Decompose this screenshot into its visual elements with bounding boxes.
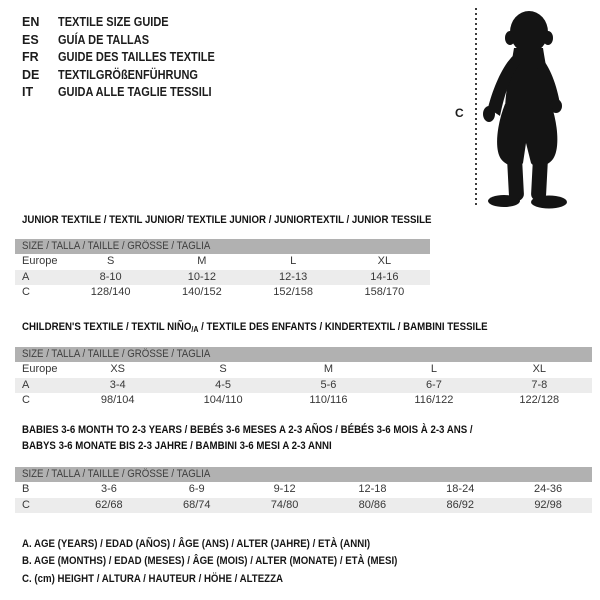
table-header-text: SIZE / TALLA / TAILLE / GRÖSSE / TAGLIA: [22, 468, 211, 480]
table-cell: 6-9: [188, 483, 205, 495]
table-cell: 10-12: [187, 270, 216, 283]
babies-table-title-line2: BABYS 3-6 MONATE BIS 2-3 JAHRE / BAMBINI 3-6 MESI A 2-3 ANNI: [22, 439, 332, 452]
junior-table-title-text: JUNIOR TEXTILE / TEXTIL JUNIOR/ TEXTILE JUNIOR / JUNIORTEXTIL / JUNIOR TESSILE: [22, 214, 432, 226]
table-cell: 80/86: [358, 498, 387, 511]
baby-silhouette-icon: [480, 8, 572, 210]
table-cell: 116/122: [414, 394, 454, 406]
table-cell: 5-6: [320, 378, 337, 391]
table-row-europe: [15, 254, 430, 270]
language-code: ES: [22, 32, 39, 47]
babies-size-table: [15, 467, 592, 513]
table-header-bar: [15, 239, 430, 254]
height-dotted-line: [475, 8, 477, 207]
table-cell: 12-18: [358, 483, 387, 495]
table-cell: XL: [532, 363, 547, 375]
babies-table-title: [22, 423, 534, 454]
table-cell: 4-5: [215, 378, 232, 391]
children-table-title-text: CHILDREN'S TEXTILE / TEXTIL NIÑO/A / TEXTILE DES ENFANTS / KINDERTEXTIL / BAMBINI TESSILE: [22, 321, 488, 334]
table-cell: 12-13: [279, 270, 308, 283]
table-row-europe: [15, 362, 592, 378]
table-cell: 8-10: [99, 270, 122, 283]
table-cell: 128/140: [90, 286, 131, 298]
language-label: GUIDE DES TAILLES TEXTILE: [58, 50, 215, 64]
table-cell: 24-36: [534, 483, 563, 495]
table-cell: 3-6: [100, 483, 117, 495]
babies-table-title-line1: BABIES 3-6 MONTH TO 2-3 YEARS / BEBÉS 3-6 MESES A 2-3 AÑOS / BÉBÉS 3-6 MOIS À 2-3 ANS /: [22, 424, 473, 436]
table-cell: 9-12: [273, 483, 296, 495]
language-row-fr: [22, 49, 236, 67]
table-cell: 110/116: [309, 394, 348, 406]
row-label: C: [22, 394, 30, 406]
table-row-age: [15, 378, 592, 394]
table-cell: 62/68: [95, 498, 123, 511]
junior-size-table: [15, 239, 430, 301]
table-cell: M: [197, 255, 207, 267]
table-cell: 74/80: [270, 498, 299, 511]
height-measure-label: C: [455, 106, 464, 120]
table-cell: XS: [110, 363, 126, 375]
table-header-bar: [15, 347, 592, 362]
table-cell: L: [430, 363, 437, 375]
footnote-a: A. AGE (YEARS) / EDAD (AÑOS) / ÂGE (ANS) / ALTER (JAHRE) / ETÀ (ANNI): [22, 538, 371, 550]
table-cell: 3-4: [109, 378, 126, 391]
table-header-text: SIZE / TALLA / TAILLE / GRÖSSE / TAGLIA: [22, 348, 211, 360]
table-cell: 92/98: [534, 498, 562, 511]
children-size-table: [15, 347, 592, 409]
language-code: FR: [22, 50, 39, 64]
table-cell: S: [219, 363, 227, 375]
table-cell: 7-8: [531, 378, 548, 391]
footnote-c: C. (cm) HEIGHT / ALTURA / HAUTEUR / HÖHE / ALTEZZA: [22, 572, 284, 585]
language-row-de: [22, 67, 236, 85]
row-label: B: [22, 483, 30, 495]
table-row-age: [15, 270, 430, 286]
table-cell: 104/110: [203, 394, 243, 406]
table-cell: 68/74: [182, 498, 211, 511]
row-label: C: [22, 286, 30, 298]
table-row-age-months: [15, 482, 592, 498]
table-cell: 140/152: [181, 286, 222, 298]
table-row-height: [15, 498, 592, 514]
table-header-bar: [15, 467, 592, 482]
row-label: A: [22, 378, 30, 391]
table-cell: 6-7: [425, 378, 442, 391]
language-code: IT: [22, 85, 34, 99]
language-row-en: [22, 14, 236, 32]
language-label: TEXTILGRÖßENFÜHRUNG: [58, 67, 198, 82]
footnote-b: B. AGE (MONTHS) / EDAD (MESES) / ÂGE (MOIS) / ALTER (MONATE) / ETÀ (MESI): [22, 555, 398, 568]
table-cell: 98/104: [100, 394, 135, 406]
junior-table-title: [22, 213, 487, 229]
language-list: [22, 14, 236, 102]
table-cell: S: [106, 255, 115, 267]
table-cell: 14-16: [370, 270, 399, 283]
table-cell: XL: [377, 255, 392, 267]
row-label: Europe: [22, 255, 58, 267]
language-code: DE: [22, 67, 40, 82]
row-label: A: [22, 270, 30, 283]
language-code: EN: [22, 15, 40, 29]
table-cell: M: [323, 363, 334, 375]
language-row-es: [22, 32, 236, 50]
row-label: C: [22, 498, 30, 511]
table-header-text: SIZE / TALLA / TAILLE / GRÖSSE / TAGLIA: [22, 240, 211, 252]
language-label: TEXTILE SIZE GUIDE: [58, 15, 169, 29]
table-row-height: [15, 393, 592, 409]
table-cell: 152/158: [273, 286, 313, 298]
table-cell: 86/92: [446, 498, 474, 511]
table-row-height: [15, 285, 430, 301]
language-row-it: [22, 84, 236, 102]
table-cell: L: [290, 255, 297, 267]
table-cell: 18-24: [446, 483, 475, 495]
table-cell: 122/128: [519, 394, 560, 406]
row-label: Europe: [22, 363, 58, 375]
children-table-title: [22, 320, 551, 336]
language-label: GUÍA DE TALLAS: [58, 32, 150, 47]
language-label: GUIDA ALLE TAGLIE TESSILI: [58, 85, 212, 99]
footnotes: [22, 536, 449, 588]
table-cell: 158/170: [364, 286, 405, 298]
subscript-a: /A: [191, 325, 199, 334]
